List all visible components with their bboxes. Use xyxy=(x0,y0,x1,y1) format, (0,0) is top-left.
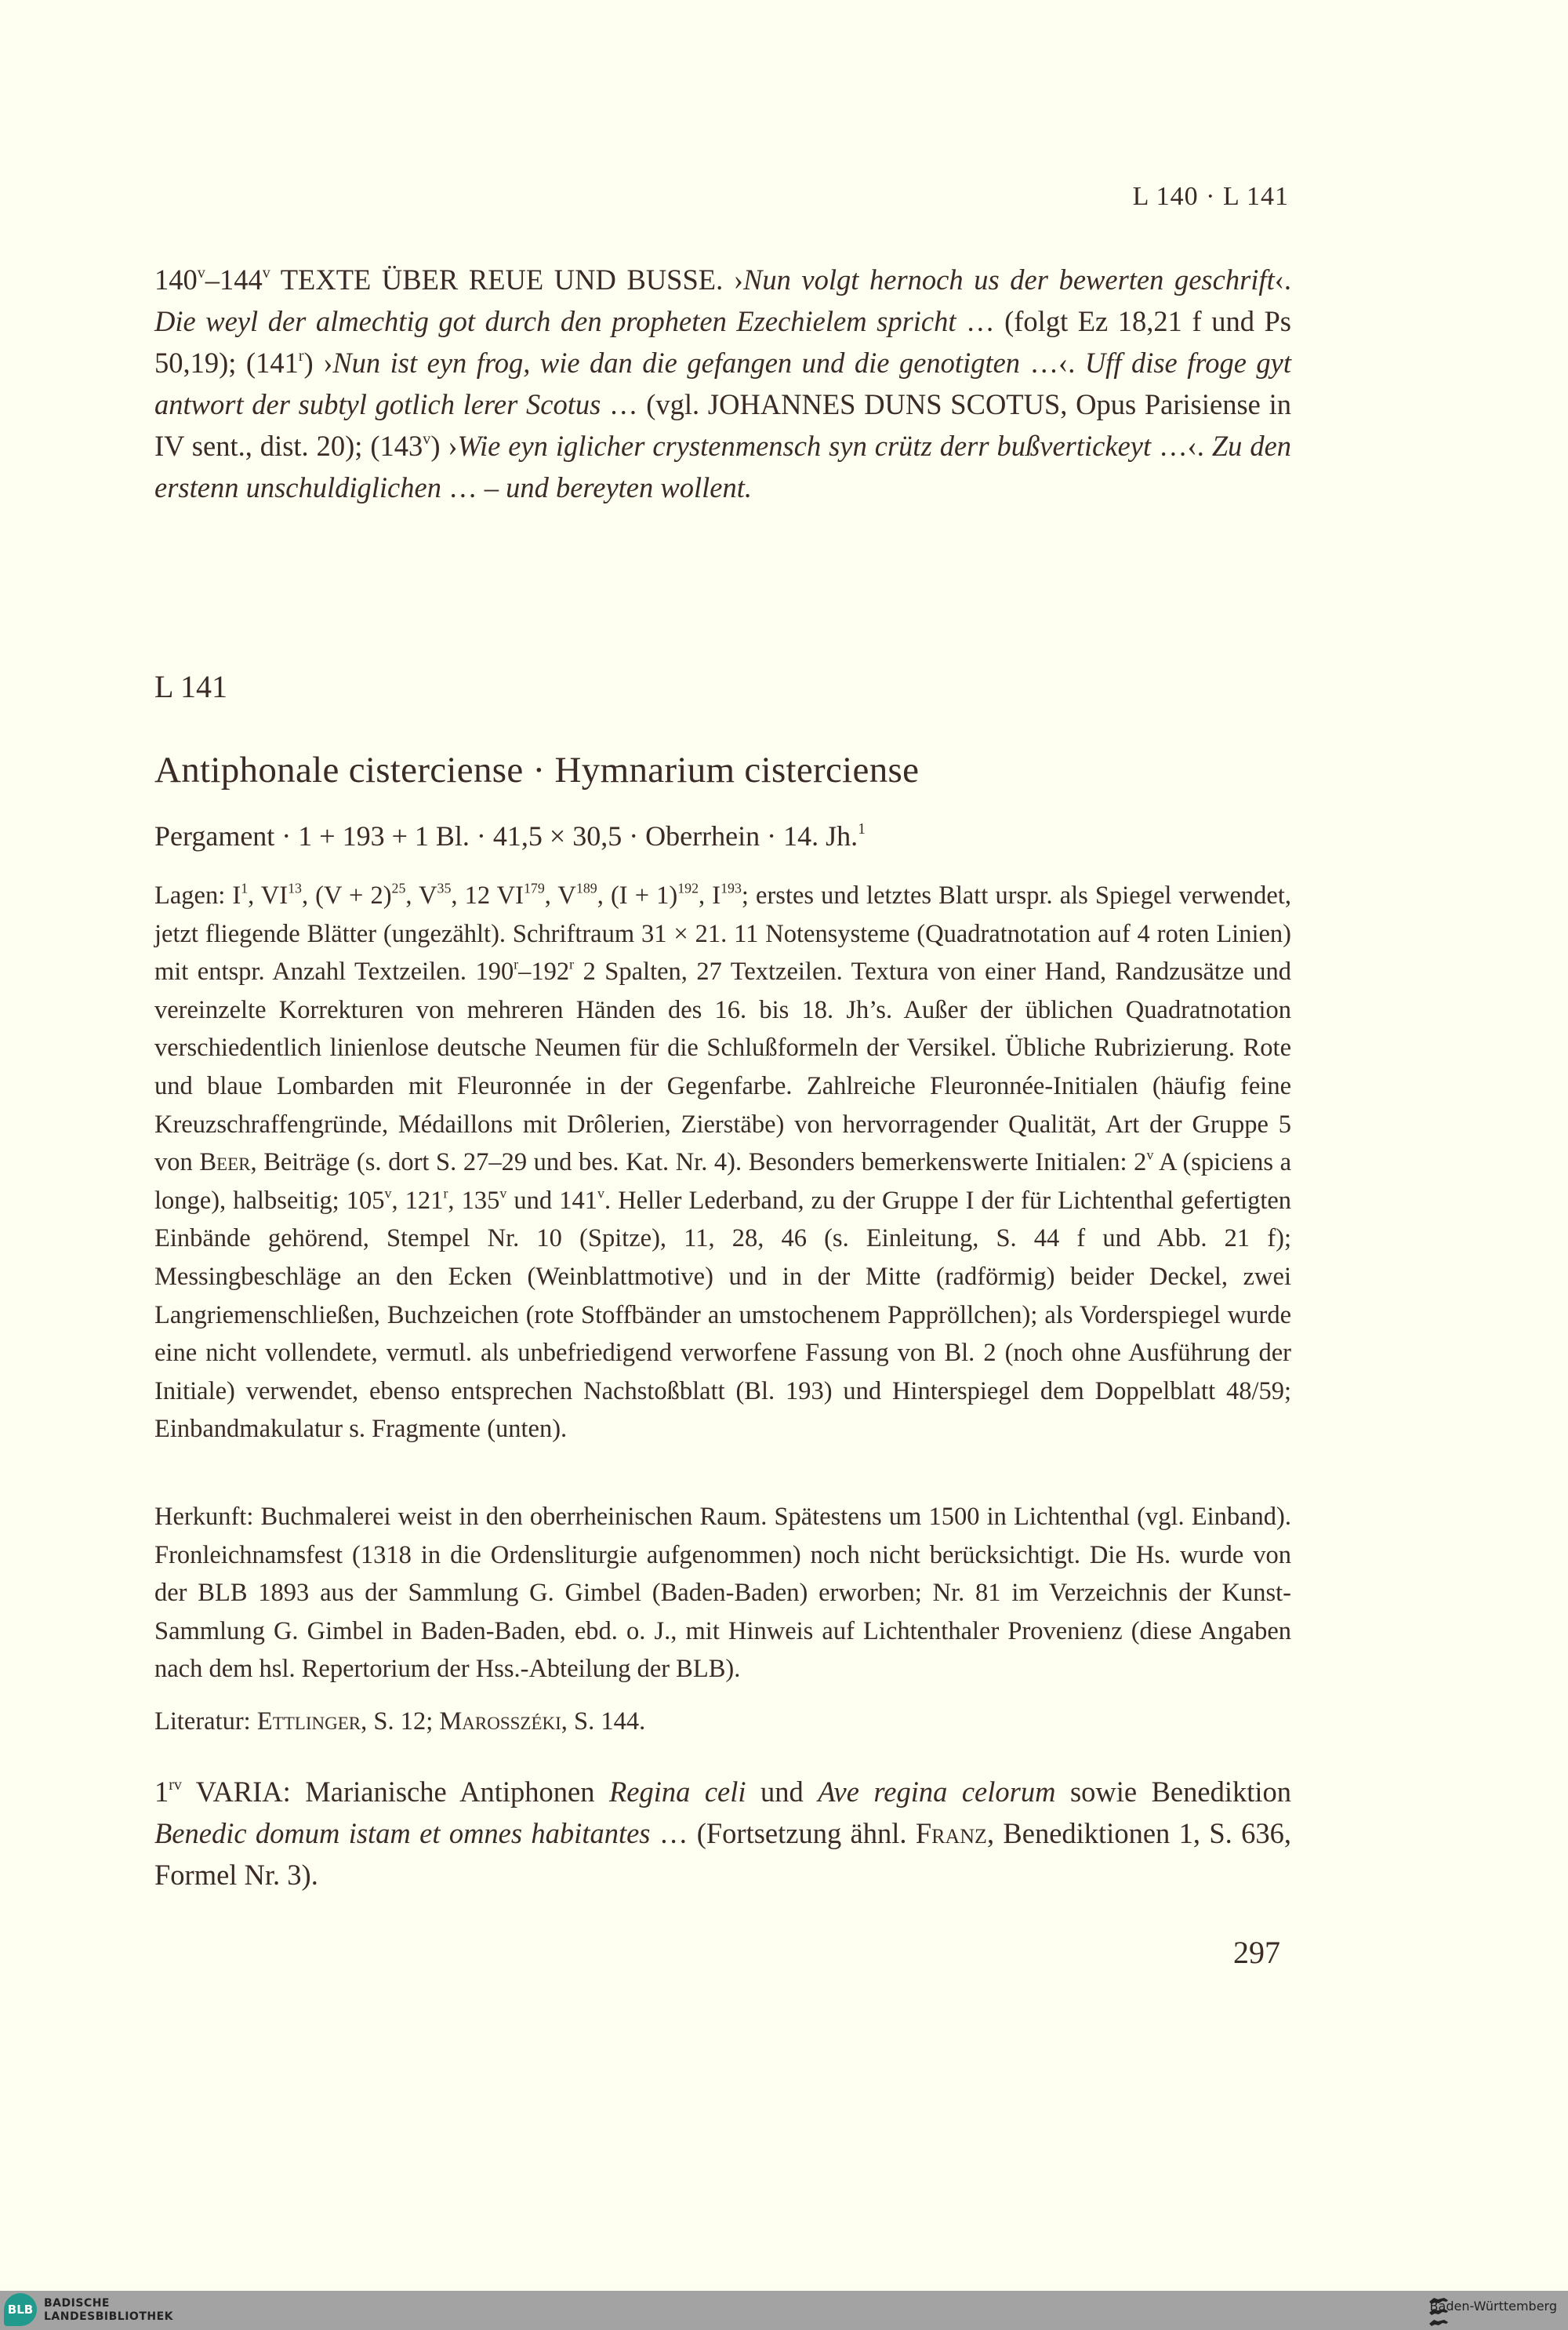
folio-side-marker: r xyxy=(514,956,519,972)
entry-title: Antiphonale cisterciense · Hymnarium cisterciense xyxy=(154,750,920,791)
entry-number: L 141 xyxy=(154,669,227,704)
state-name[interactable]: Baden-Württemberg xyxy=(1429,2299,1557,2314)
folio-side-marker: r xyxy=(298,347,304,365)
folio-side-marker: v xyxy=(597,1185,604,1201)
text-run: , V xyxy=(544,881,576,910)
text-run: … – xyxy=(441,471,506,503)
text-run: …‹. xyxy=(1151,430,1212,462)
text-run: , Benediktionen 1, S. 636, Formel Nr. 3). xyxy=(154,1817,1291,1891)
italic-quote: Zu den erstenn unschuldiglichen xyxy=(154,430,1292,503)
text-run: , 12 VI xyxy=(451,881,524,910)
text-run: ) › xyxy=(303,347,333,379)
text-run: . Heller Lederband, zu der Gruppe I der für Lichtenthal gefertigten Einbände gehörend, Stempel Nr. 10 (Spitze), 11, 28, 46 (s. Einleitung, S. 44 f und Abb. 21 f); Messingbeschläge an den Ecken (Weinblattmotive) und in der Mitte (radförmig) beider Deckel, zwei Langriemenschließen, Buchzeichen (rote Stoffbänder an umstochenem Pappröllchen); als Vorderspiegel wurde eine nicht vollendete, vermutl. als unbefriedigend verworfene Fassung von Bl. 2 (noch ohne Ausführung der Initiale) verwendet, ebenso entsprechen Nachstoßblatt (Bl. 193) und Hinterspiegel dem Doppelblatt 48/59; Einbandmakulatur s. Fragmente (unten). xyxy=(154,1186,1292,1444)
text-run: 1 xyxy=(154,1776,169,1808)
text-run: TEXTE ÜBER REUE UND BUSSE. › xyxy=(270,264,743,296)
text-run: und 141 xyxy=(506,1186,598,1215)
provenance-paragraph: Herkunft: Buchmalerei weist in den oberrheinischen Raum. Spätestens um 1500 in Lichtenthal (vgl. Einband). Fronleichnamsfest (1318 in die Ordensliturgie aufgenommen) noch nicht berücksichtigt. Die Hs. wurde von der BLB 1893 aus der Sammlung G. Gimbel (Baden-Baden) erworben; Nr. 81 im Verzeichnis der Kunst-Sammlung G. Gimbel in Baden-Baden, ebd. o. J., mit Hinweis auf Lichtenthaler Provenienz (diese Angaben nach dem hsl. Repertorium der Hss.-Abteilung der BLB). xyxy=(154,1503,1291,1684)
text-run: –144 xyxy=(205,264,263,296)
library-name-line2: LANDESBIBLIOTHEK xyxy=(44,2310,174,2323)
library-name[interactable] xyxy=(44,2297,173,2324)
text-run: Literatur: xyxy=(154,1707,257,1736)
folio-side-marker: v xyxy=(423,430,431,448)
italic-quote: Nun volgt hernoch us der bewerten geschrift xyxy=(742,264,1275,296)
italic-quote: und bereyten wollent. xyxy=(506,471,752,503)
folio-side-marker: v xyxy=(197,264,205,282)
literature-line xyxy=(154,1707,645,1736)
folio-side-marker: 179 xyxy=(523,880,545,896)
text-run: ‹. xyxy=(1274,264,1291,296)
italic-quote: Nun ist eyn frog, wie dan die gefangen und die genotigten xyxy=(332,347,1021,379)
text-run: und xyxy=(746,1776,818,1808)
italic-quote: Die weyl der almechtig got durch den propheten Ezechielem spricht xyxy=(154,305,956,337)
text-run: , (I + 1) xyxy=(597,881,678,910)
folio-side-marker: 192 xyxy=(677,880,699,896)
text-run: , 121 xyxy=(391,1186,444,1215)
text-run: ; erstes und letztes Blatt urspr. als Spiegel verwendet, jetzt fliegende Blätter (ungezählt). Schriftraum 31 × 21. 11 Notensysteme (Quadratnotation auf 4 roten Linien) mit entspr. Anzahl Textzeilen. 190 xyxy=(154,881,1292,987)
blb-logo-icon[interactable]: BLB xyxy=(4,2293,37,2326)
folio-side-marker: 13 xyxy=(288,880,302,896)
text-run: Lagen: I xyxy=(154,881,241,910)
text-run: , S. 12; xyxy=(361,1707,440,1736)
text-run: …‹. xyxy=(1020,347,1085,379)
author-name: Ettlinger xyxy=(256,1707,361,1736)
italic-quote: Regina celi xyxy=(608,1776,746,1808)
folio-side-marker: v xyxy=(262,264,270,282)
folio-side-marker: r xyxy=(569,956,575,972)
folio-side-marker: 193 xyxy=(720,880,742,896)
text-run: , 135 xyxy=(448,1186,500,1215)
footnote-marker: 1 xyxy=(858,820,866,838)
viewer-footer-bar xyxy=(0,2291,1568,2330)
entry-metadata-text: Pergament · 1 + 193 + 1 Bl. · 41,5 × 30,5 · Oberrhein · 14. Jh. xyxy=(154,820,858,852)
text-run: … (vgl. JOHANNES DUNS SCOTUS, Opus Parisiense in IV sent., dist. 20); (143 xyxy=(154,388,1291,462)
library-name-line1: BADISCHE xyxy=(44,2297,110,2310)
italic-quote: Wie eyn iglicher crystenmensch syn crütz derr bußvertickeyt xyxy=(457,430,1152,462)
folio-side-marker: 1 xyxy=(241,880,249,896)
text-run: A (spiciens a longe), halbseitig; 105 xyxy=(154,1148,1292,1215)
text-run: sowie Benediktion xyxy=(1055,1776,1292,1808)
text-run: , S. 144. xyxy=(561,1707,646,1736)
italic-quote: Uff dise froge gyt antwort der subtyl gotlich lerer Scotus xyxy=(154,347,1292,420)
text-run: 2 Spalten, 27 Textzeilen. Textura von einer Hand, Randzusätze und vereinzelte Korrekturen von mehreren Händen des 16. bis 18. Jh’s. Außer der üblichen Quadratnotation verschiedentlich linienlose deutsche Neumen für die Schlußformeln der Versikel. Übliche Rubrizierung. Rote und blaue Lombarden mit Fleuronnée in der Gegenfarbe. Zahlreiche Fleuronnée-Initialen (häufig feine Kreuzschraffengründe, Médaillons mit Drôlerien, Zierstäbe) von hervorragender Qualität, Art der Gruppe 5 von xyxy=(154,958,1292,1177)
author-name: Marosszéki xyxy=(439,1707,561,1736)
text-run: –192 xyxy=(518,958,570,987)
folio-side-marker: r xyxy=(443,1185,448,1201)
folio-side-marker: rv xyxy=(169,1776,182,1794)
folio-side-marker: 189 xyxy=(575,880,597,896)
text-run: VARIA: Marianische Antiphonen xyxy=(181,1776,609,1808)
text-run: 140 xyxy=(154,264,198,296)
author-name: Beer xyxy=(199,1148,251,1177)
folio-side-marker: v xyxy=(499,1185,507,1201)
folio-side-marker: 25 xyxy=(391,880,406,896)
text-run: , V xyxy=(405,881,437,910)
italic-quote: Benedic domum istam et omnes habitantes xyxy=(154,1817,651,1849)
text-run: , Beiträge (s. dort S. 27–29 und bes. Kat. Nr. 4). Besonders bemerkenswerte Initialen: 2 xyxy=(250,1148,1147,1177)
codicological-description xyxy=(154,877,1291,1449)
folio-side-marker: v xyxy=(384,1185,392,1201)
folio-side-marker: v xyxy=(1146,1147,1154,1163)
text-run: ) › xyxy=(430,430,458,462)
folio-side-marker: 35 xyxy=(437,880,452,896)
entry-metadata xyxy=(154,820,866,852)
contents-varia-paragraph xyxy=(154,1771,1291,1896)
author-name: Franz xyxy=(915,1817,987,1849)
italic-quote: Ave regina celorum xyxy=(818,1776,1056,1808)
previous-entry-paragraph xyxy=(154,259,1291,508)
running-head: L 140 · L 141 xyxy=(1132,182,1289,211)
text-run: , I xyxy=(699,881,721,910)
text-run: , (V + 2) xyxy=(301,881,392,910)
text-run: , VI xyxy=(248,881,289,910)
text-run: … (Fortsetzung ähnl. xyxy=(650,1817,916,1849)
text-run: … (folgt Ez 18,21 f und Ps 50,19); (141 xyxy=(154,305,1291,379)
page-number: 297 xyxy=(1233,1935,1280,1970)
